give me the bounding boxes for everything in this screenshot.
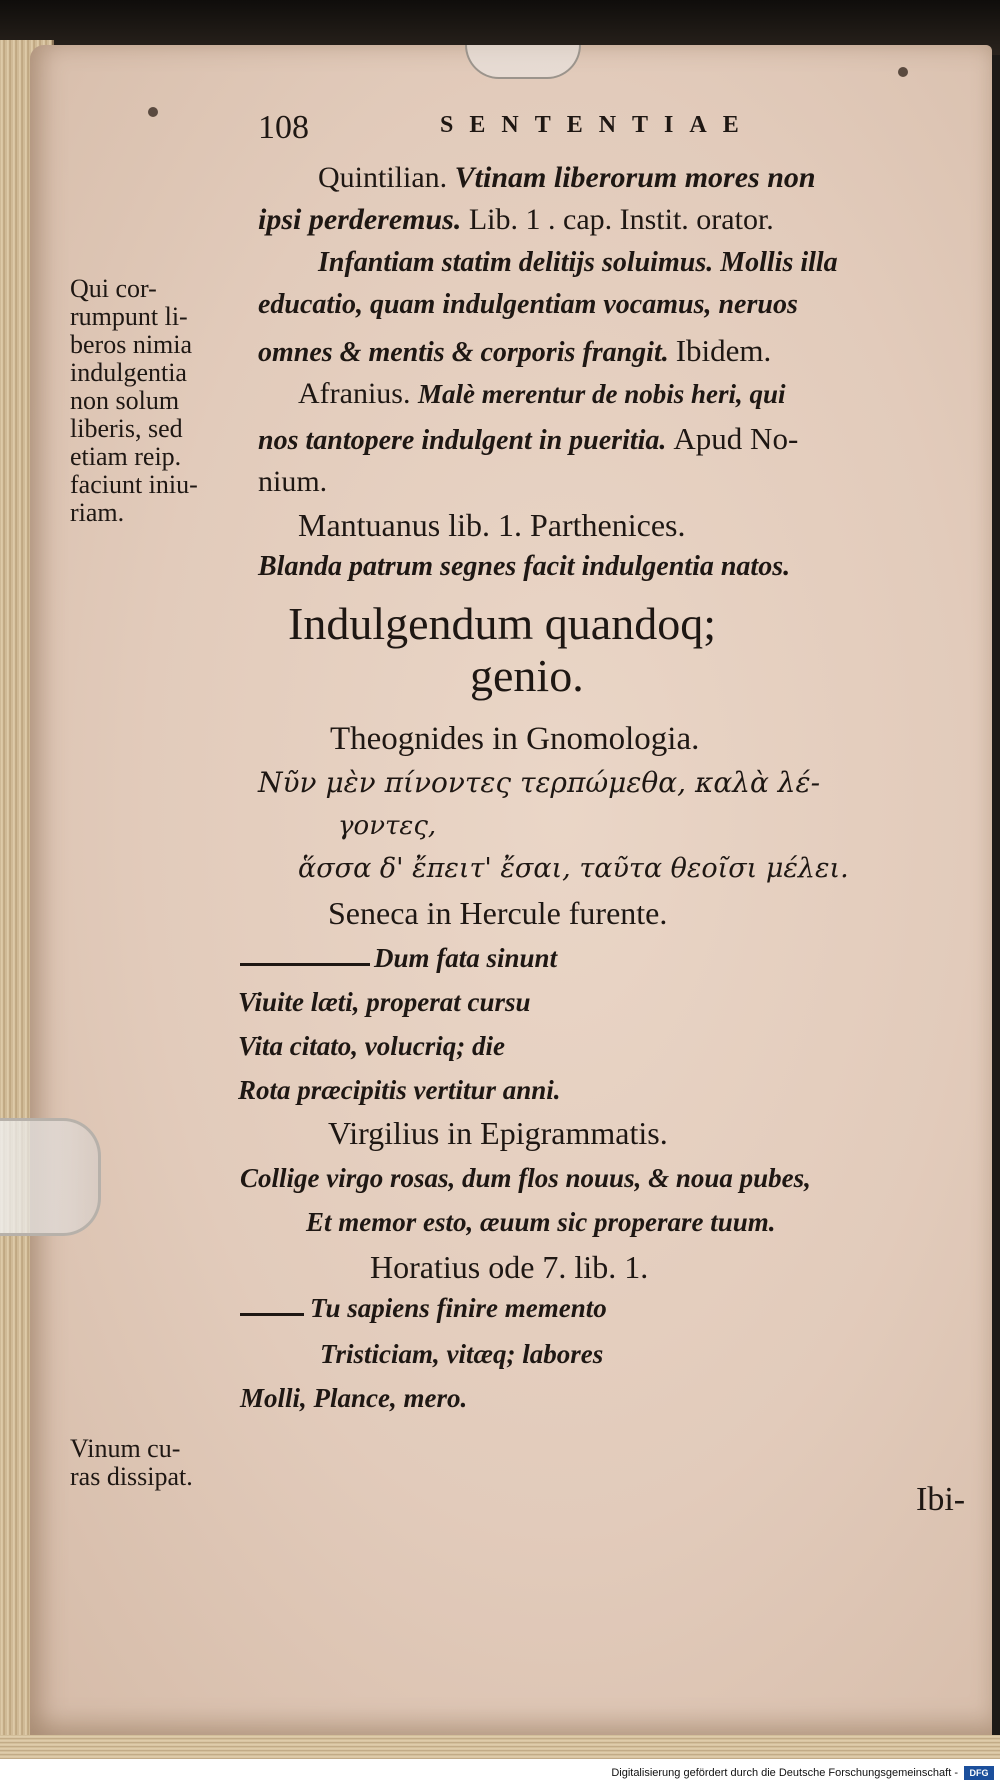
- section-heading: Indulgendum quandoq;: [288, 598, 716, 649]
- text-line: Vita citato, volucriq; die: [238, 1031, 505, 1061]
- margin-line: ras dissipat.: [70, 1462, 193, 1491]
- catchword: Ibi-: [916, 1481, 966, 1518]
- digitization-footer: [0, 1759, 1000, 1788]
- text-span: omnes & mentis & corporis frangit.: [258, 337, 676, 368]
- text-line: Seneca in Hercule furente.: [328, 895, 668, 931]
- margin-line: etiam reip.: [70, 442, 182, 471]
- margin-line: indulgentia: [70, 358, 187, 387]
- greek-line: γοντες,: [338, 811, 437, 841]
- text-line: Tristiciam, vitæq; labores: [320, 1339, 604, 1369]
- ink-spot: [148, 107, 158, 117]
- text-line: Mantuanus lib. 1. Parthenices.: [298, 507, 686, 543]
- book-bottom-edge: [0, 1735, 1000, 1759]
- book-page: [30, 45, 992, 1735]
- margin-note-corruption: [70, 275, 198, 527]
- text-span: Afranius.: [298, 377, 418, 410]
- page-number: 108: [258, 109, 309, 146]
- greek-line: Νῦν μὲν πίνοντες τερπώμεθα, καλὰ λέ-: [258, 766, 821, 799]
- text-line: Blanda patrum segnes facit indulgentia natos.: [258, 551, 791, 582]
- text-line: Viuite læti, properat cursu: [238, 987, 531, 1017]
- margin-note-wine: [70, 1435, 193, 1491]
- text-line: [298, 379, 786, 409]
- text-span: Malè merentur de nobis heri, qui: [417, 379, 786, 409]
- text-line: Et memor esto, æuum sic properare tuum.: [306, 1207, 776, 1237]
- text-span: Vtinam liberorum mores non: [454, 161, 816, 194]
- running-title: SENTENTIAE: [440, 112, 755, 138]
- dfg-logo: DFG: [964, 1766, 994, 1780]
- text-line: Rota præcipitis vertitur anni.: [238, 1075, 561, 1105]
- text-line: Dum fata sinunt: [374, 943, 558, 973]
- text-span: Apud No-: [673, 421, 799, 456]
- margin-line: rumpunt li-: [70, 302, 188, 331]
- footer-credit: Digitalisierung gefördert durch die Deutsche Forschungsgemeinschaft -: [611, 1767, 958, 1779]
- page-clip-top: [465, 45, 581, 79]
- text-line: nium.: [258, 465, 328, 498]
- text-span: Quintilian.: [318, 161, 455, 194]
- margin-line: riam.: [70, 498, 125, 527]
- margin-line: Vinum cu-: [70, 1434, 181, 1463]
- page-clip-left: [0, 1118, 101, 1236]
- text-span: nos tantopere indulgent in pueritia.: [258, 425, 674, 456]
- text-line: [318, 163, 816, 193]
- greek-line: ἅσσα δ' ἔπειτ' ἔσαι, ταῦτα θεοῖσι μέλει.: [298, 853, 849, 884]
- margin-line: non solum: [70, 386, 180, 415]
- text-line: Theognides in Gnomologia.: [330, 721, 700, 757]
- text-line: Infantiam statim delitijs soluimus. Mollis illa: [318, 247, 838, 278]
- text-line: [258, 423, 798, 455]
- margin-line: faciunt iniu-: [70, 470, 198, 499]
- text-line: Tu sapiens finire memento: [310, 1293, 607, 1323]
- margin-line: beros nimia: [70, 330, 193, 359]
- text-line: educatio, quam indulgentiam vocamus, neruos: [258, 289, 798, 320]
- text-span: Ibidem.: [675, 333, 772, 368]
- ink-spot: [898, 67, 908, 77]
- text-line: Horatius ode 7. lib. 1.: [370, 1249, 649, 1285]
- text-line: [258, 335, 771, 367]
- margin-line: Qui cor-: [70, 274, 157, 303]
- text-line: Virgilius in Epigrammatis.: [328, 1115, 668, 1151]
- verse-dash: [240, 1313, 304, 1316]
- verse-dash: [240, 963, 370, 966]
- text-span: Lib. 1 . cap. Instit. orator.: [468, 203, 774, 236]
- margin-line: liberis, sed: [70, 414, 183, 443]
- text-line: Collige virgo rosas, dum flos nouus, & noua pubes,: [240, 1163, 811, 1193]
- text-line: Molli, Plance, mero.: [240, 1383, 468, 1413]
- text-span: ipsi perderemus.: [258, 203, 469, 236]
- section-heading-cont: genio.: [470, 650, 584, 701]
- text-line: [258, 205, 774, 235]
